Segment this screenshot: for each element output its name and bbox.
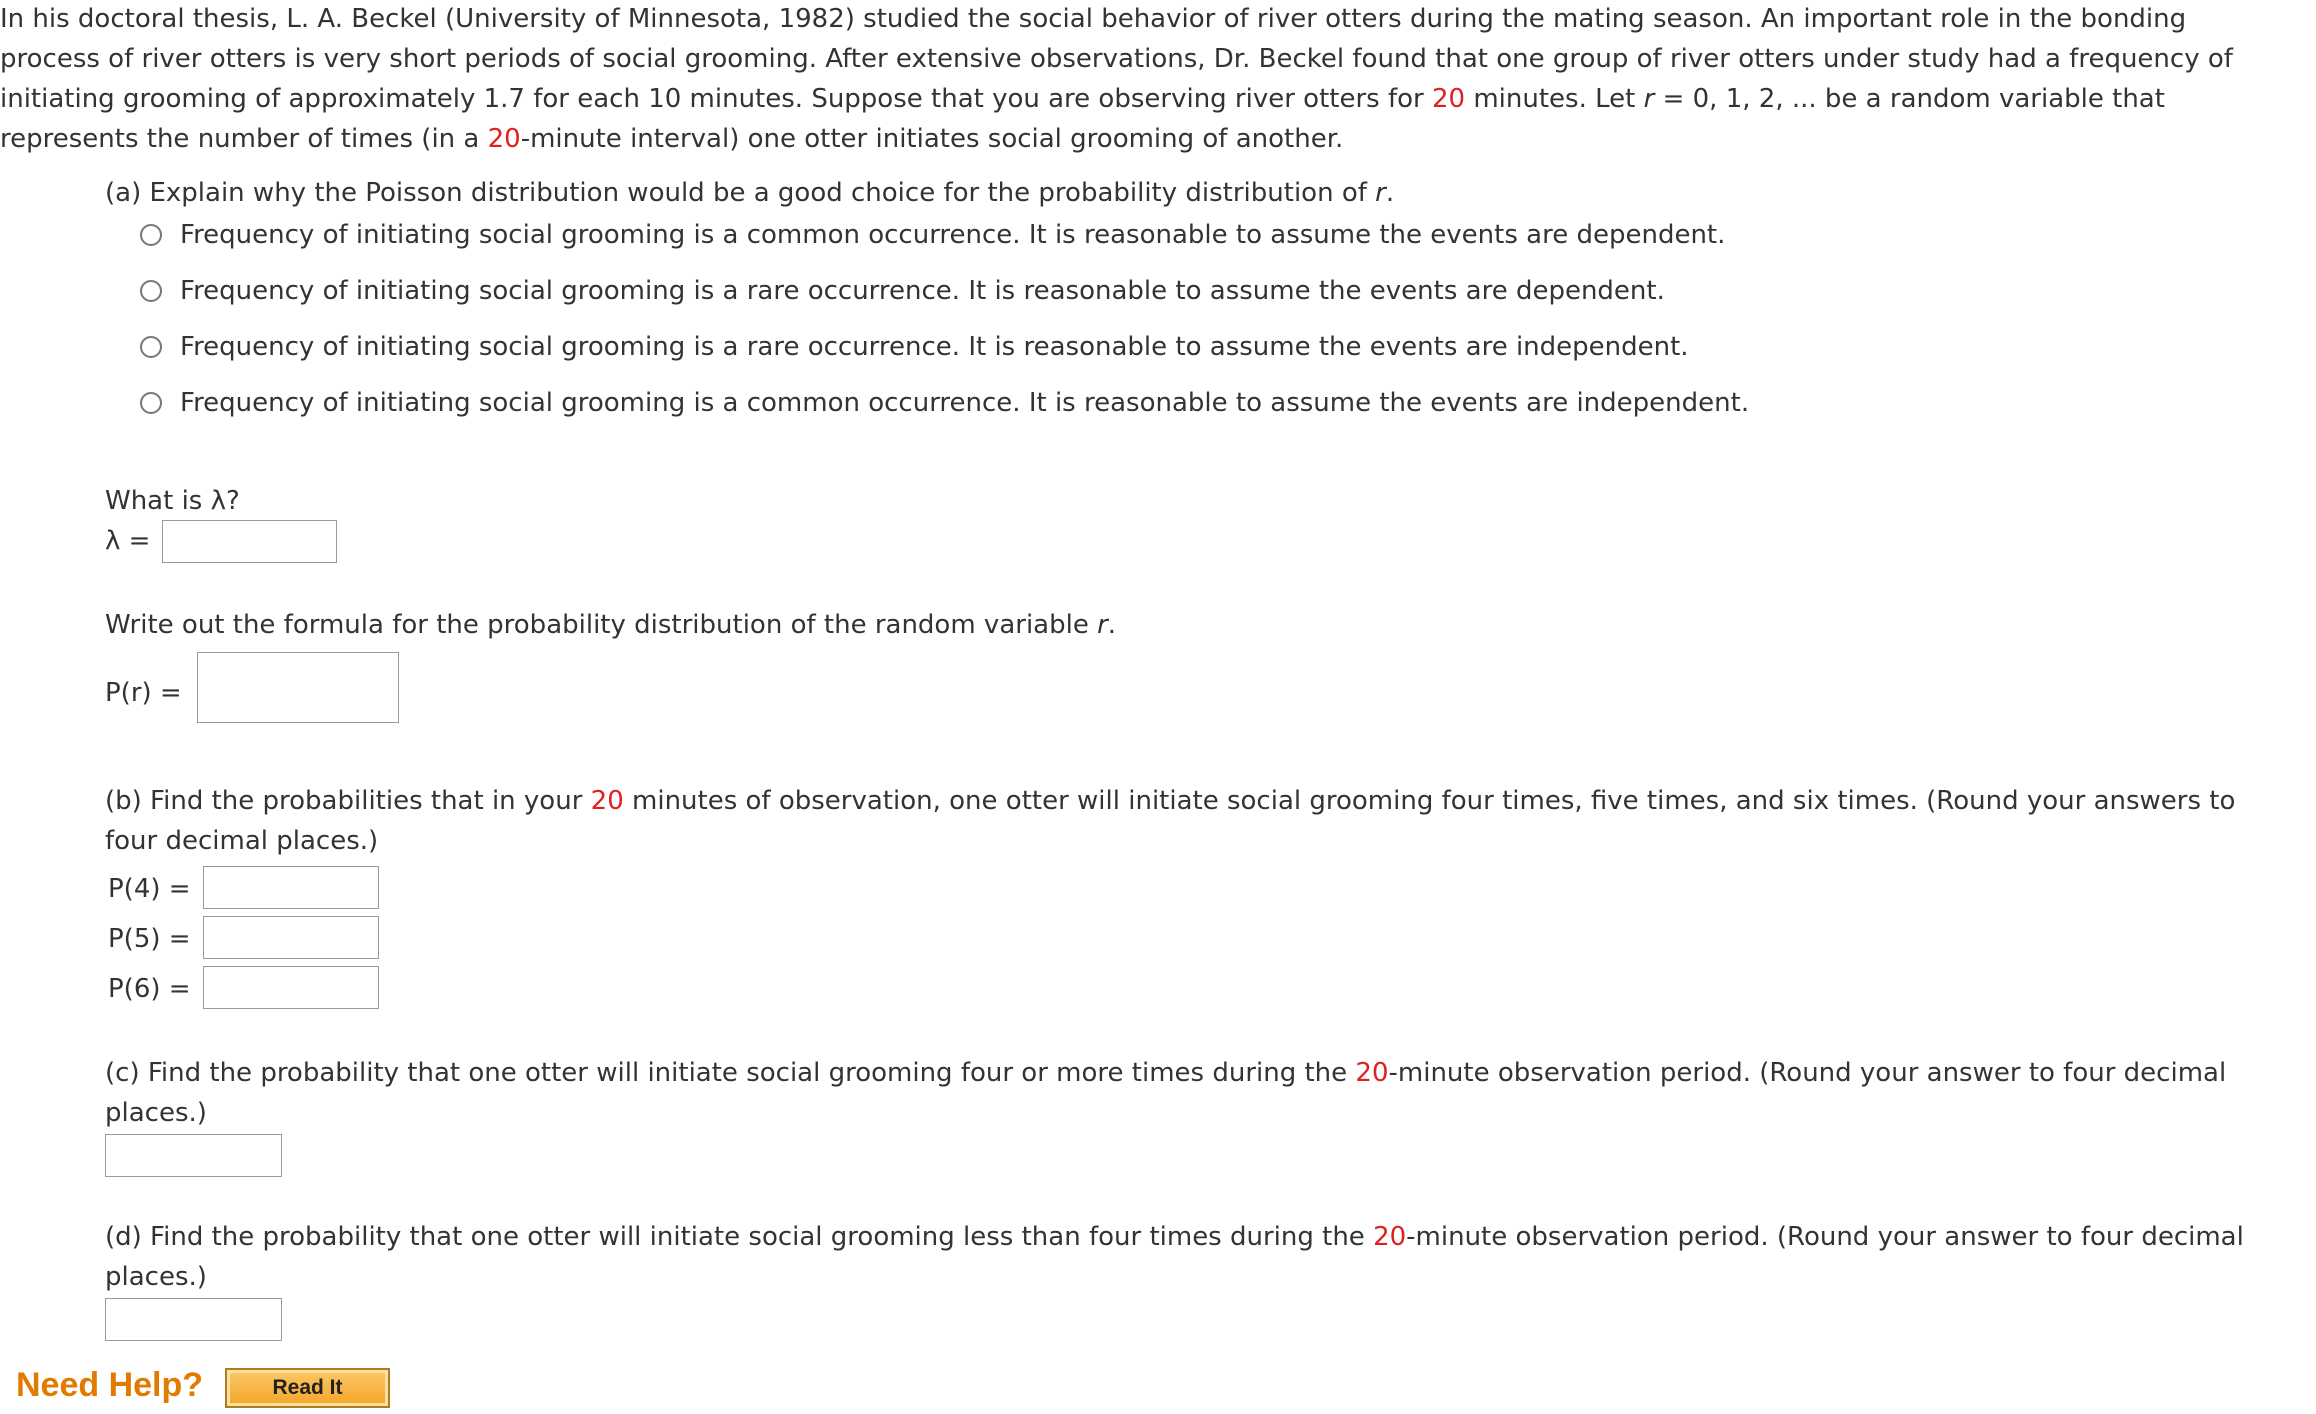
option-label: Frequency of initiating social grooming is a rare occurrence. It is reasonable to assume the events are dependent. bbox=[180, 276, 1665, 306]
p4-label: P(4) = bbox=[108, 874, 191, 904]
need-help-label: Need Help? bbox=[16, 1366, 204, 1404]
part-b-prompt-line-2: four decimal places.) bbox=[105, 826, 379, 856]
radio-button[interactable] bbox=[140, 336, 162, 358]
intro-text: initiating grooming of approximately 1.7 for each 10 minutes. Suppose that you are observing river otters for bbox=[0, 84, 1432, 114]
option-3[interactable] bbox=[140, 332, 1689, 362]
lambda-input[interactable] bbox=[162, 520, 337, 563]
part-c-prompt-line-2: places.) bbox=[105, 1098, 207, 1128]
p5-label: P(5) = bbox=[108, 924, 191, 954]
lambda-label: λ = bbox=[105, 526, 151, 556]
variable-r: r bbox=[1375, 178, 1386, 208]
intro-line-1 bbox=[0, 4, 2186, 34]
formula-prompt-end: . bbox=[1107, 610, 1117, 640]
part-a-prompt-text: (a) Explain why the Poisson distribution would be a good choice for the probability distribution of bbox=[105, 178, 1376, 208]
minutes-value: 20 bbox=[1373, 1222, 1407, 1252]
minutes-value: 20 bbox=[1432, 84, 1466, 114]
p4-input[interactable] bbox=[203, 866, 379, 909]
intro-text: minutes. Let bbox=[1465, 84, 1644, 114]
read-it-label: Read It bbox=[272, 1376, 343, 1399]
p6-input[interactable] bbox=[203, 966, 379, 1009]
intro-line-3 bbox=[0, 84, 2165, 114]
variable-r: r bbox=[1097, 610, 1108, 640]
part-d-input[interactable] bbox=[105, 1298, 282, 1341]
option-label: Frequency of initiating social grooming is a common occurrence. It is reasonable to assume the events are independent. bbox=[180, 388, 1750, 418]
formula-input[interactable] bbox=[197, 652, 399, 723]
intro-text: process of river otters is very short periods of social grooming. After extensive observations, Dr. Beckel found that one group of river otters under study had a frequency of bbox=[0, 44, 2233, 74]
read-it-button[interactable] bbox=[225, 1368, 390, 1408]
option-1[interactable] bbox=[140, 220, 1725, 250]
intro-text: -minute interval) one otter initiates social grooming of another. bbox=[520, 124, 1344, 154]
intro-text: = 0, 1, 2, ... be a random variable that bbox=[1654, 84, 2165, 114]
option-label: Frequency of initiating social grooming is a rare occurrence. It is reasonable to assume the events are independent. bbox=[180, 332, 1689, 362]
intro-line-4 bbox=[0, 124, 1343, 154]
part-b-text: (b) Find the probabilities that in your bbox=[105, 786, 591, 816]
lambda-question: What is λ? bbox=[105, 486, 240, 516]
formula-prompt bbox=[105, 610, 1116, 640]
part-b-prompt-line-1 bbox=[105, 786, 2235, 816]
option-label: Frequency of initiating social grooming is a common occurrence. It is reasonable to assume the events are dependent. bbox=[180, 220, 1726, 250]
part-c-text: (c) Find the probability that one otter will initiate social grooming four or more times during the bbox=[105, 1058, 1356, 1088]
option-4[interactable] bbox=[140, 388, 1749, 418]
part-c-text: -minute observation period. (Round your answer to four decimal bbox=[1388, 1058, 2227, 1088]
intro-text: represents the number of times (in a bbox=[0, 124, 488, 154]
part-c-input[interactable] bbox=[105, 1134, 282, 1177]
formula-prompt-text: Write out the formula for the probability distribution of the random variable bbox=[105, 610, 1098, 640]
variable-r: r bbox=[1643, 84, 1655, 114]
formula-label: P(r) = bbox=[105, 678, 182, 708]
radio-button[interactable] bbox=[140, 280, 162, 302]
part-d-prompt-line-1 bbox=[105, 1222, 2244, 1252]
minutes-value: 20 bbox=[487, 124, 521, 154]
intro-line-2 bbox=[0, 44, 2233, 74]
minutes-value: 20 bbox=[590, 786, 624, 816]
option-2[interactable] bbox=[140, 276, 1665, 306]
part-b-text: minutes of observation, one otter will initiate social grooming four times, five times, and six times. (Round your answers to bbox=[623, 786, 2236, 816]
minutes-value: 20 bbox=[1355, 1058, 1389, 1088]
p5-input[interactable] bbox=[203, 916, 379, 959]
p6-label: P(6) = bbox=[108, 974, 191, 1004]
part-d-prompt-line-2: places.) bbox=[105, 1262, 207, 1292]
part-d-text: -minute observation period. (Round your answer to four decimal bbox=[1406, 1222, 2244, 1252]
part-a-prompt bbox=[105, 178, 1394, 208]
part-a-prompt-end: . bbox=[1385, 178, 1395, 208]
part-d-text: (d) Find the probability that one otter will initiate social grooming less than four times during the bbox=[105, 1222, 1374, 1252]
part-c-prompt-line-1 bbox=[105, 1058, 2226, 1088]
radio-button[interactable] bbox=[140, 224, 162, 246]
radio-button[interactable] bbox=[140, 392, 162, 414]
intro-text: In his doctoral thesis, L. A. Beckel (University of Minnesota, 1982) studied the social behavior of river otters during the mating season. An important role in the bonding bbox=[0, 4, 2187, 34]
